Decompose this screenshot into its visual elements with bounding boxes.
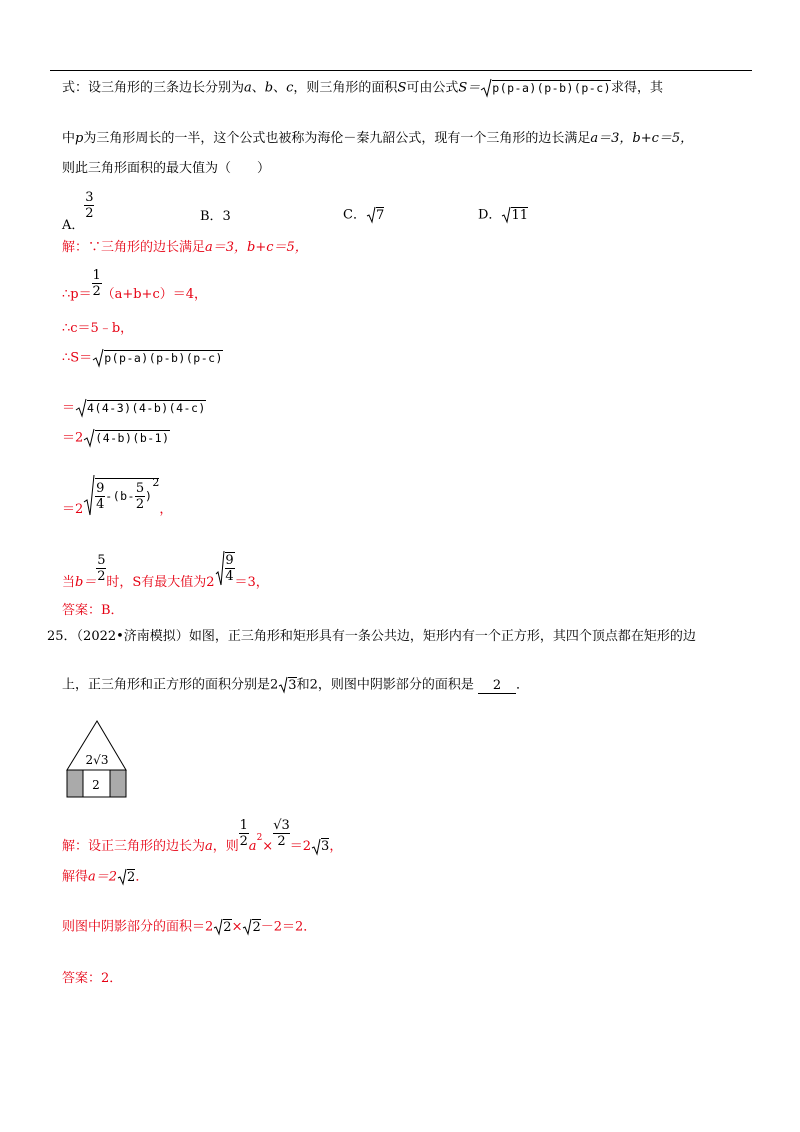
radicand: 11 bbox=[511, 207, 528, 223]
text: ) bbox=[144, 489, 153, 503]
times-sign: × bbox=[262, 839, 274, 854]
text: b＝ bbox=[75, 574, 97, 590]
radical-icon bbox=[75, 398, 87, 418]
answer-blank: 2 bbox=[478, 679, 516, 694]
var-a: a bbox=[248, 839, 257, 854]
numerator: 5 bbox=[135, 481, 145, 496]
radicand: 2 bbox=[252, 919, 261, 935]
numerator: 9 bbox=[225, 553, 234, 568]
geometry-figure bbox=[66, 718, 130, 800]
numerator: √3 bbox=[273, 818, 290, 833]
solution24-line5 bbox=[62, 398, 206, 418]
option-d bbox=[478, 206, 528, 225]
answer25: 答案：2． bbox=[62, 971, 123, 986]
var-a: a bbox=[205, 839, 213, 854]
fraction bbox=[95, 481, 105, 512]
text: 解：∵三角形的边长满足 bbox=[62, 240, 206, 255]
numerator: 5 bbox=[97, 552, 106, 568]
radicand: 3 bbox=[321, 839, 330, 854]
option-label: A． bbox=[62, 218, 85, 233]
text: ． bbox=[515, 677, 529, 693]
shaded-region-right bbox=[110, 770, 126, 797]
text: 、 bbox=[273, 80, 287, 96]
solution24-line1 bbox=[62, 239, 308, 257]
text: ＝2 bbox=[62, 501, 84, 517]
denominator: 2 bbox=[97, 568, 106, 584]
text: 式：设三角形的三条边长分别为 bbox=[62, 80, 245, 96]
numerator: 1 bbox=[239, 818, 248, 833]
var-p: p bbox=[75, 131, 84, 146]
numerator: 3 bbox=[85, 190, 94, 205]
text: 时，S有最大值为2 bbox=[106, 574, 215, 590]
radical-icon bbox=[501, 206, 511, 224]
radical-icon bbox=[213, 918, 223, 936]
problem-number: 25． bbox=[47, 629, 77, 644]
solution25-line1 bbox=[62, 818, 343, 854]
text: 解：设正三角形的边长为 bbox=[62, 839, 206, 854]
radical-icon bbox=[242, 918, 252, 936]
text: -(b- bbox=[105, 489, 135, 503]
header-rule bbox=[50, 70, 752, 71]
problem24-line2 bbox=[62, 130, 693, 148]
text: ． bbox=[135, 869, 149, 885]
denominator: 4 bbox=[96, 497, 105, 512]
numerator: 1 bbox=[92, 268, 101, 283]
text: ∴p＝ bbox=[62, 287, 92, 302]
times-sign: × bbox=[231, 919, 243, 935]
condition: a＝3，b+c＝5， bbox=[205, 240, 308, 255]
radical-icon bbox=[117, 868, 127, 886]
text: （a+b+c）＝4， bbox=[101, 287, 208, 302]
radicand: p(p-a)(p-b)(p-c) bbox=[104, 350, 223, 365]
radical-icon bbox=[278, 676, 288, 694]
fraction bbox=[273, 818, 290, 849]
text: 为三角形周长的一半，这个公式也被称为海伦－秦九韶公式，现有一个三角形的边长满足 bbox=[83, 131, 591, 146]
text: 当 bbox=[62, 574, 76, 590]
radicand: 3 bbox=[288, 677, 297, 693]
text: 解得 bbox=[62, 869, 89, 885]
solution25-line2 bbox=[62, 868, 148, 887]
text: 上，正三角形和正方形的面积分别是2 bbox=[62, 677, 279, 693]
radical-icon bbox=[92, 348, 104, 368]
var-s: S bbox=[397, 80, 407, 96]
radical-icon bbox=[480, 78, 492, 98]
fraction bbox=[239, 818, 249, 849]
solution24-line6 bbox=[62, 428, 170, 448]
fraction bbox=[135, 481, 145, 512]
radical-icon bbox=[83, 474, 95, 516]
text: ＝2 bbox=[289, 839, 312, 854]
text: 则图中阴影部分的面积＝2 bbox=[62, 919, 214, 935]
text: 、 bbox=[251, 80, 265, 96]
option-label: C． bbox=[343, 207, 366, 223]
text: a＝2 bbox=[88, 869, 118, 885]
solution24-line4 bbox=[62, 348, 223, 368]
radical-icon bbox=[83, 428, 95, 448]
heron-formula: p(p-a)(p-b)(p-c) bbox=[492, 80, 612, 95]
solution25-line3 bbox=[62, 918, 316, 937]
numerator: 9 bbox=[96, 481, 105, 496]
text: ， bbox=[329, 839, 343, 854]
text: ∴S＝ bbox=[62, 350, 93, 366]
denominator: 2 bbox=[85, 206, 94, 221]
denominator: 2 bbox=[92, 284, 101, 299]
fraction bbox=[96, 553, 106, 584]
text: 可由公式 bbox=[406, 80, 459, 96]
denominator: 2 bbox=[277, 834, 286, 849]
radicand bbox=[95, 478, 159, 512]
var-c: c bbox=[286, 80, 294, 96]
source: （2022•济南模拟） bbox=[76, 629, 189, 644]
var-a: a bbox=[244, 80, 252, 96]
problem25-line1 bbox=[47, 628, 696, 646]
problem24-line1 bbox=[62, 78, 663, 98]
radicand: 4(4-3)(4-b)(4-c) bbox=[87, 400, 206, 415]
option-b: B．3 bbox=[200, 209, 231, 224]
fraction bbox=[92, 268, 102, 299]
text: ， bbox=[159, 501, 173, 517]
triangle-label: 2√3 bbox=[85, 753, 109, 767]
radicand: 2 bbox=[223, 919, 232, 935]
radicand: (4-b)(b-1) bbox=[95, 430, 170, 445]
denominator: 2 bbox=[135, 497, 145, 512]
text: 和2，则图中阴影部分的面积是 bbox=[296, 677, 474, 693]
text: 如图，正三角形和矩形具有一条公共边，矩形内有一个正方形，其四个顶点都在矩形的边 bbox=[188, 629, 696, 644]
solution24-line7 bbox=[62, 474, 172, 516]
fraction bbox=[84, 190, 94, 221]
text: ，则三角形的面积 bbox=[293, 80, 398, 96]
option-label: D． bbox=[478, 207, 502, 223]
solution24-line8 bbox=[62, 550, 269, 590]
option-a bbox=[62, 190, 94, 233]
var-b: b bbox=[264, 80, 274, 96]
denominator: 2 bbox=[239, 834, 248, 849]
text: 中 bbox=[62, 131, 76, 146]
radical-icon bbox=[215, 550, 225, 586]
text: 求得，其 bbox=[611, 80, 664, 96]
radicand: 2 bbox=[127, 869, 136, 885]
exponent: 2 bbox=[256, 832, 263, 843]
condition: a＝3，b+c＝5， bbox=[590, 131, 694, 146]
option-c bbox=[343, 206, 384, 225]
text: －2＝2． bbox=[260, 919, 317, 935]
formula-lhs: S＝ bbox=[458, 80, 481, 96]
answer24: 答案：B． bbox=[62, 603, 124, 618]
problem24-line3: 则此三角形面积的最大值为（ ） bbox=[62, 161, 271, 176]
text: ＝ bbox=[62, 400, 76, 416]
radicand: 7 bbox=[375, 207, 385, 223]
text: ＝3， bbox=[234, 574, 269, 590]
problem25-line2 bbox=[62, 676, 529, 695]
text: ＝2 bbox=[62, 430, 84, 446]
exponent: 2 bbox=[152, 476, 160, 489]
fraction bbox=[225, 552, 235, 584]
radical-icon bbox=[311, 838, 321, 856]
denominator: 4 bbox=[225, 569, 234, 584]
text: ，则 bbox=[212, 839, 239, 854]
shaded-region-left bbox=[67, 770, 83, 797]
square-label: 2 bbox=[92, 778, 100, 792]
solution24-line3: ∴c＝5﹣b， bbox=[62, 321, 134, 336]
radical-icon bbox=[366, 206, 376, 224]
solution24-line2 bbox=[62, 268, 208, 302]
